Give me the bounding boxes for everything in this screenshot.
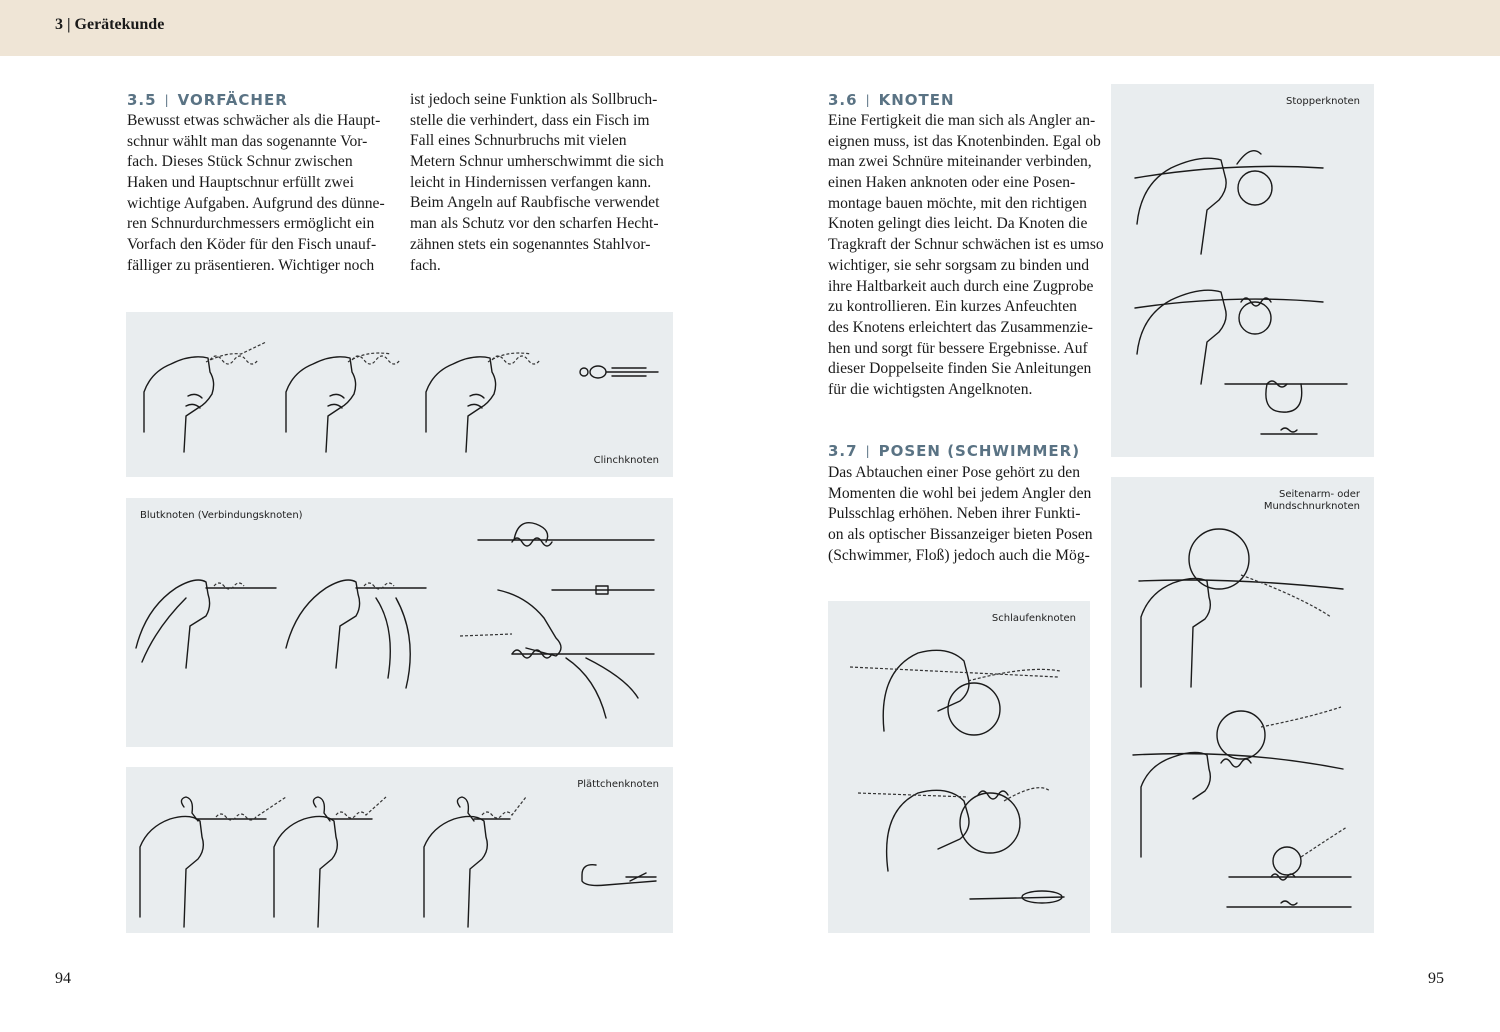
text-line: wichtige Aufgaben. Aufgrund des dünne- bbox=[127, 194, 385, 212]
text-line: Metern Schnur umherschwimmt die sich bbox=[410, 153, 664, 171]
text-line: wichtiger, sie sehr sorgsam zu binden und bbox=[828, 256, 1090, 274]
text-line: zu kontrollieren. Ein kurzes Anfeuchten bbox=[828, 298, 1077, 316]
plaettchenknoten-panel bbox=[126, 767, 673, 933]
page-number-right: 95 bbox=[1428, 970, 1444, 987]
posen-text bbox=[828, 463, 1093, 566]
text-line: Das Abtauchen einer Pose gehört zu den bbox=[828, 464, 1081, 481]
section-title: KNOTEN bbox=[878, 91, 955, 109]
text-line: Bewusst etwas schwächer als die Haupt- bbox=[127, 112, 381, 129]
blutknoten-illustration bbox=[126, 498, 673, 747]
section-title: VORFÄCHER bbox=[177, 91, 288, 109]
panel-label: Mundschnurknoten bbox=[1263, 501, 1360, 512]
chapter-title: 3 | Gerätekunde bbox=[55, 16, 165, 33]
panel-label: Stopperknoten bbox=[1285, 96, 1360, 107]
section-heading-vorfaecher bbox=[127, 91, 288, 109]
text-line: man als Schutz vor den scharfen Hecht- bbox=[410, 215, 659, 233]
text-line: leicht in Hindernissen verfangen kann. bbox=[410, 173, 652, 191]
panel-label: Seitenarm- oder bbox=[1278, 489, 1360, 500]
text-line: fach. bbox=[410, 256, 441, 274]
section-number: 3.6 bbox=[828, 91, 858, 109]
schlaufenknoten-panel bbox=[828, 601, 1090, 933]
text-line: Tragkraft der Schnur schwächen ist es umso bbox=[828, 236, 1104, 254]
text-line: ist jedoch seine Funktion als Sollbruch- bbox=[410, 91, 658, 108]
section-title: POSEN (SCHWIMMER) bbox=[878, 442, 1081, 460]
text-line: eignen muss, ist das Knotenbinden. Egal ob bbox=[828, 132, 1101, 150]
section-heading-knoten bbox=[828, 91, 955, 109]
running-header bbox=[0, 0, 1500, 56]
text-line: stelle die verhindert, dass ein Fisch im bbox=[410, 111, 650, 129]
section-separator: | bbox=[865, 93, 871, 107]
text-line: Haken und Hauptschnur erfüllt zwei bbox=[127, 174, 354, 192]
text-line: (Schwimmer, Floß) jedoch auch die Mög- bbox=[828, 546, 1090, 564]
section-heading-posen bbox=[828, 442, 1080, 460]
page-number-left: 94 bbox=[55, 970, 71, 987]
text-line: Vorfach den Köder für den Fisch unauf- bbox=[127, 236, 377, 254]
text-line: Beim Angeln auf Raubfische verwendet bbox=[410, 194, 660, 212]
text-line: für die wichtigsten Angelknoten. bbox=[828, 380, 1033, 398]
clinchknoten-panel bbox=[126, 312, 673, 477]
text-line: montage bauen möchte, mit den richtigen bbox=[828, 194, 1087, 212]
vorfaecher-text-column-2 bbox=[410, 90, 664, 276]
panel-label: Clinchknoten bbox=[593, 455, 659, 466]
seitenarmknoten-illustration bbox=[1111, 477, 1374, 933]
section-separator: | bbox=[865, 444, 871, 458]
text-line: man zwei Schnüre miteinander verbinden, bbox=[828, 153, 1092, 171]
seitenarmknoten-panel bbox=[1111, 477, 1374, 933]
text-line: zähnen stets ein sogenanntes Stahlvor- bbox=[410, 235, 651, 253]
stopperknoten-panel bbox=[1111, 84, 1374, 457]
text-line: on als optischer Bissanzeiger bieten Posen bbox=[828, 526, 1093, 544]
section-number: 3.7 bbox=[828, 442, 858, 460]
text-line: hen und sorgt für bessere Ergebnisse. Auf bbox=[828, 339, 1088, 357]
text-line: Pulsschlag erhöhen. Neben ihrer Funkti- bbox=[828, 505, 1081, 523]
text-line: ihre Haltbarkeit auch durch eine Zugprobe bbox=[828, 277, 1094, 295]
text-line: Momenten die wohl bei jedem Angler den bbox=[828, 484, 1092, 502]
stopperknoten-illustration bbox=[1111, 84, 1374, 457]
text-line: ren Schnurdurchmessers ermöglicht ein bbox=[127, 215, 375, 233]
schlaufenknoten-illustration bbox=[828, 601, 1090, 933]
text-line: des Knotens erleichtert das Zusammenzie- bbox=[828, 318, 1093, 336]
text-line: dieser Doppelseite finden Sie Anleitungen bbox=[828, 360, 1092, 378]
section-number: 3.5 bbox=[127, 91, 157, 109]
panel-label: Plättchenknoten bbox=[577, 779, 659, 790]
text-line: Eine Fertigkeit die man sich als Angler an- bbox=[828, 112, 1096, 129]
text-line: fach. Dieses Stück Schnur zwischen bbox=[127, 153, 353, 171]
blutknoten-panel bbox=[126, 498, 673, 747]
text-line: Fall eines Schnurbruchs mit vielen bbox=[410, 132, 627, 150]
text-line: fälliger zu präsentieren. Wichtiger noch bbox=[127, 256, 375, 274]
text-line: schnur wählt man das sogenannte Vor- bbox=[127, 132, 368, 150]
panel-label: Schlaufenknoten bbox=[991, 613, 1076, 624]
clinchknoten-illustration bbox=[126, 312, 673, 477]
section-separator: | bbox=[164, 93, 170, 107]
plaettchenknoten-illustration bbox=[126, 767, 673, 933]
panel-label: Blutknoten (Verbindungsknoten) bbox=[140, 510, 303, 521]
text-line: einen Haken anknoten oder eine Posen- bbox=[828, 174, 1076, 192]
knoten-text bbox=[828, 111, 1104, 401]
text-line: Knoten gelingt dies leicht. Da Knoten die bbox=[828, 215, 1088, 233]
vorfaecher-text-column-1 bbox=[127, 111, 385, 277]
